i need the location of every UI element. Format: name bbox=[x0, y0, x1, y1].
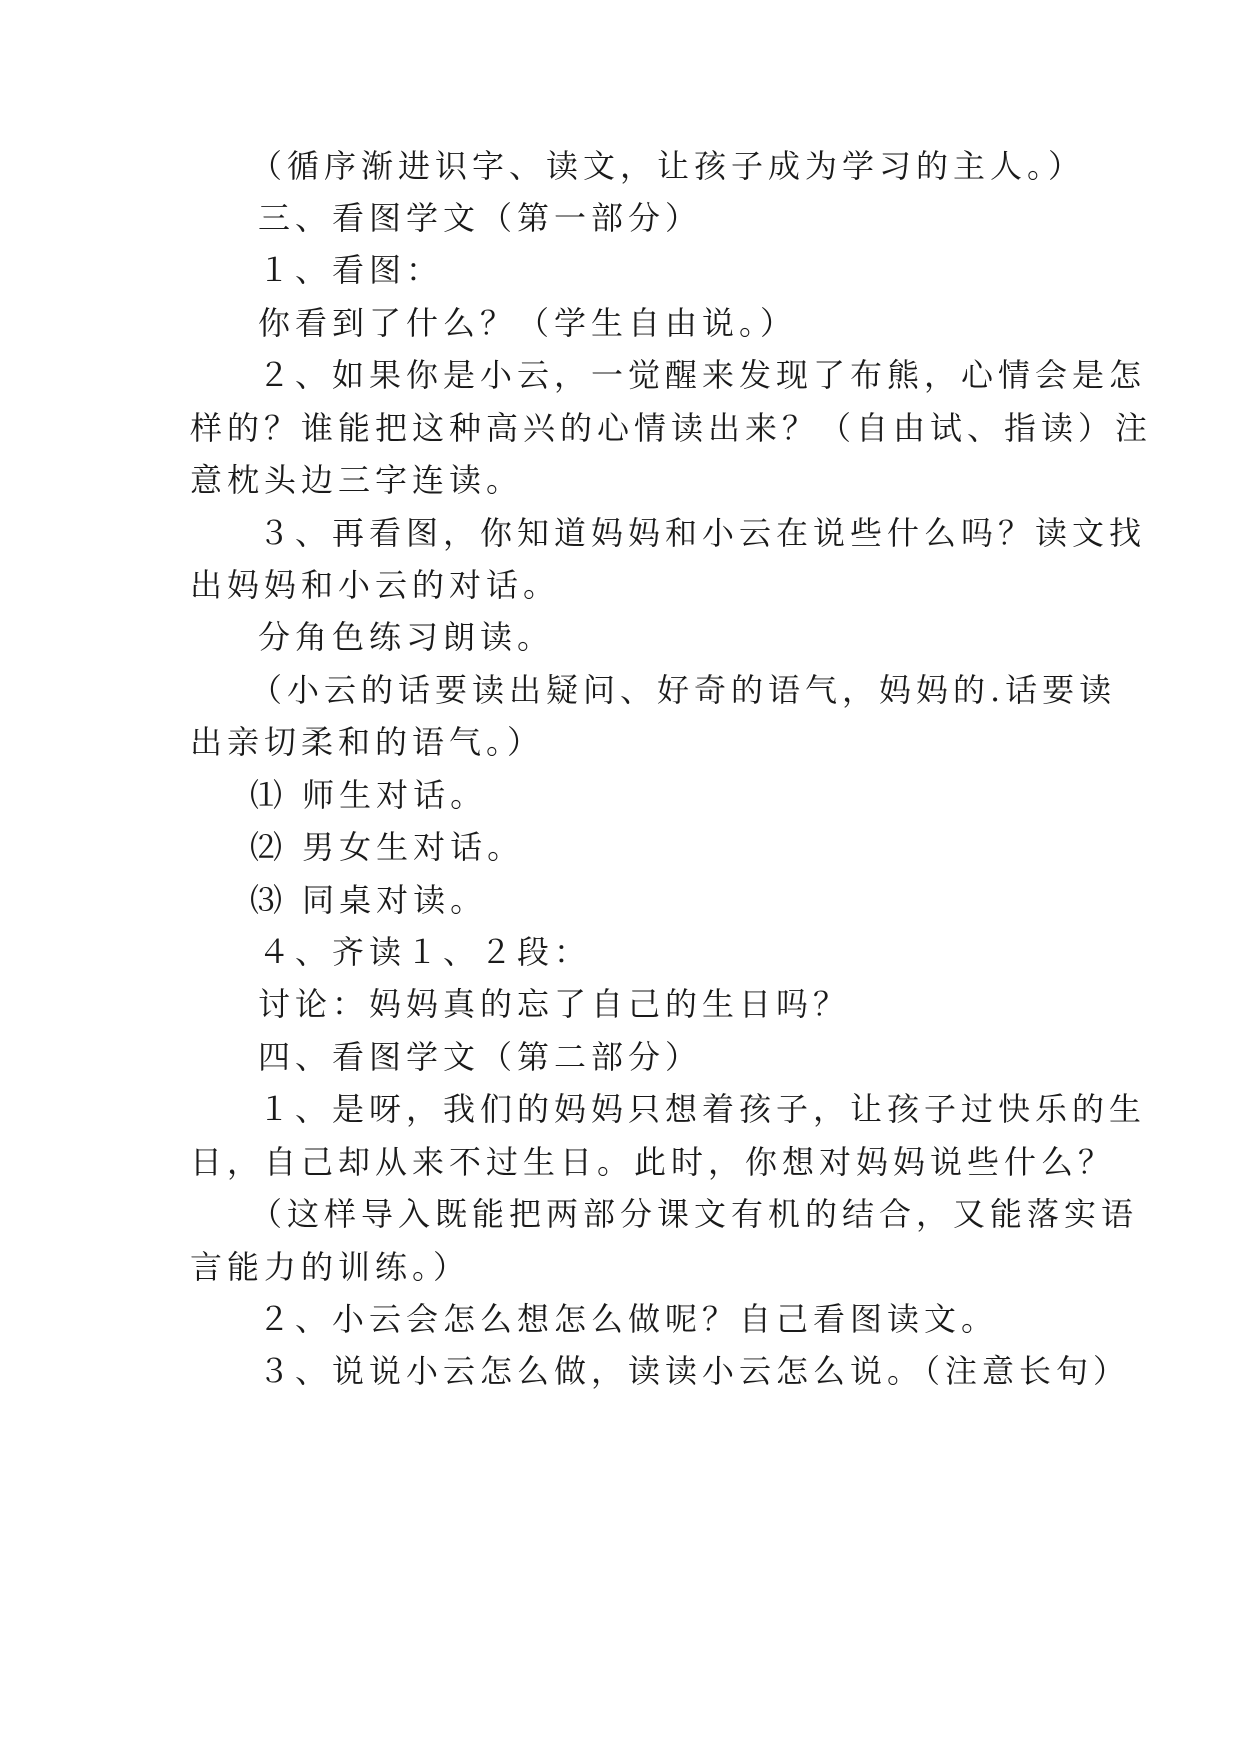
text-line-1: （循序渐进识字、读文，让孩子成为学习的主人。） bbox=[250, 147, 1086, 185]
text-line-11: （小云的话要读出疑问、好奇的语气，妈妈的.话要读 bbox=[250, 671, 1117, 709]
text-line-23: ２、小云会怎么想怎么做呢？自己看图读文。 bbox=[258, 1300, 999, 1338]
text-line-20: 日，自己却从来不过生日。此时，你想对妈妈说些什么？ bbox=[190, 1143, 1116, 1181]
text-line-22: 言能力的训练。） bbox=[190, 1248, 471, 1286]
text-line-5: ２、如果你是小云，一觉醒来发现了布熊，心情会是怎 bbox=[258, 356, 1147, 394]
text-line-24: ３、说说小云怎么做，读读小云怎么说。（注意长句） bbox=[258, 1352, 1131, 1390]
text-line-9: 出妈妈和小云的对话。 bbox=[190, 566, 561, 604]
text-line-17: 讨论：妈妈真的忘了自己的生日吗？ bbox=[258, 985, 851, 1023]
list-item-1: ⑴ 师生对话。 bbox=[250, 776, 488, 814]
text-line-7: 意枕头边三字连读。 bbox=[190, 461, 524, 499]
text-line-8: ３、再看图，你知道妈妈和小云在说些什么吗？读文找 bbox=[258, 514, 1147, 552]
text-line-4: 你看到了什么？（学生自由说。） bbox=[258, 304, 798, 342]
text-line-6: 样的？谁能把这种高兴的心情读出来？（自由试、指读）注 bbox=[190, 409, 1153, 447]
section-heading-4: 四、看图学文（第二部分） bbox=[258, 1038, 703, 1076]
text-line-21: （这样导入既能把两部分课文有机的结合，又能落实语 bbox=[250, 1195, 1139, 1233]
text-line-3: １、看图： bbox=[258, 251, 444, 289]
text-line-16: ４、齐读１、２段： bbox=[258, 933, 592, 971]
list-item-3: ⑶ 同桌对读。 bbox=[250, 881, 488, 919]
text-line-12: 出亲切柔和的语气。） bbox=[190, 723, 545, 761]
text-line-19: １、是呀，我们的妈妈只想着孩子，让孩子过快乐的生 bbox=[258, 1090, 1147, 1128]
list-item-2: ⑵ 男女生对话。 bbox=[250, 828, 525, 866]
text-line-10: 分角色练习朗读。 bbox=[258, 618, 555, 656]
section-heading-3: 三、看图学文（第一部分） bbox=[258, 199, 703, 237]
